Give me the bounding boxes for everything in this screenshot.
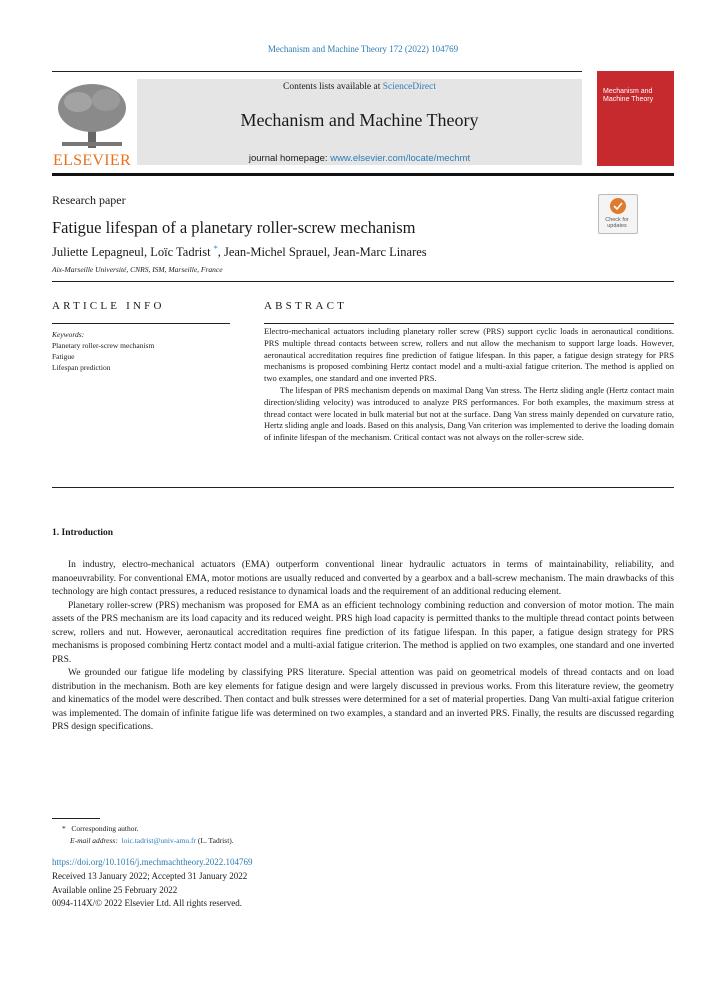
footnote-text: Corresponding author. (71, 824, 139, 833)
authors-first: Juliette Lepagneul, Loïc Tadrist (52, 245, 214, 260)
online-date: Available online 25 February 2022 (52, 885, 178, 895)
check-for-updates-label: Check for updates (605, 217, 629, 229)
section-heading-introduction: 1. Introduction (52, 528, 114, 538)
abstract-paragraph: Electro-mechanical actuators including planetary roller screw (PRS) support cyclic loads in aeronautical conditions. PRS multiple thread contacts between screw, rollers and nut allow the mechanism to support large loads. However, aeronautical accreditation requires fine prediction of fatigue lifespan. In this paper, a fatigue design strategy for PRS mechanisms is proposed combining Hertz contact model and a multi-axial fatigue criterion. The method is applied on two examples, one standard and one inverted PRS. (264, 326, 674, 384)
sciencedirect-link[interactable]: ScienceDirect (382, 82, 436, 92)
journal-title: Mechanism and Machine Theory (240, 110, 479, 130)
divider (52, 281, 674, 282)
author-list (52, 244, 427, 260)
keywords-heading: Keywords: (52, 330, 85, 339)
corresponding-author-mark[interactable]: * (213, 244, 218, 253)
homepage-line (137, 153, 582, 164)
abstract-body (264, 326, 674, 444)
journal-homepage-link[interactable]: www.elsevier.com/locate/mechmt (330, 153, 471, 164)
journal-cover-title: Mechanism and Machine Theory (603, 88, 654, 103)
abstract-heading: ABSTRACT (264, 300, 348, 312)
journal-reference[interactable]: Mechanism and Machine Theory 172 (2022) 104769 (267, 44, 459, 54)
copyright-line: 0094-114X/© 2022 Elsevier Ltd. All rights reserved. (52, 898, 242, 908)
paper-title: Fatigue lifespan of a planetary roller-screw mechanism (52, 218, 416, 237)
introduction-body (52, 559, 674, 735)
header-thick-divider (52, 173, 674, 176)
abstract-paragraph: The lifespan of PRS mechanism depends on maximal Dang Van stress. The Hertz sliding angle (Hertz contact main direction/sliding velocity) was introduced to analyze PRS performances. For both examples, the maximum stress at thread contact were located in bulk material but not at the surface. Dang Van stress mainly depended on curvature ratio, Hertz sliding angle and loads. Based on this analysis, Dang Van criterion was implemented to derive the loading domain of infinite lifespan of the mechanism. Critical contact was not always on the roller-screw side. (264, 384, 674, 443)
top-divider (52, 71, 582, 72)
keyword-item: Lifespan prediction (52, 363, 111, 372)
authors-rest: , Jean-Michel Sprauel, Jean-Marc Linares (217, 245, 427, 260)
keyword-item: Planetary roller-screw mechanism (52, 341, 155, 350)
check-updates-icon (599, 195, 637, 217)
keywords-block (52, 329, 154, 373)
body-paragraph: Planetary roller-screw (PRS) mechanism was proposed for EMA as an efficient technology combining reduction and conversion of motor motion. The main assets of the PRS mechanism are its load capacity and its reduced weight. PRS high load capacity is permitted thanks to the multiple thread contact points between screw, rollers and nut. However, aeronautical accreditation requires fine prediction of its fatigue lifespan. In this paper, a fatigue design strategy for PRS mechanisms is proposed combining Hertz contact model and a multi-axial fatigue criterion. The method is applied on two examples, one standard and one inverted PRS. (52, 600, 674, 665)
received-dates: Received 13 January 2022; Accepted 31 January 2022 (52, 871, 248, 881)
footnote-email (70, 836, 234, 845)
doi-link[interactable]: https://doi.org/10.1016/j.mechmachtheory.2022.104769 (52, 857, 253, 867)
affiliation: Aix-Marseille Université, CNRS, ISM, Marseille, France (52, 265, 223, 274)
body-paragraph: In industry, electro-mechanical actuators (EMA) outperform conventional linear hydraulic actuators in terms of maintainability, reliability, and manoeuvrability. For conventional EMA, motor motions are usually reduced and converted by a gearbox and a ball-screw mechanism. The main drawbacks of this technology are high contact pressures, a reduced resistance to dynamical loads and the requirement of an additional reducing element. (52, 560, 674, 597)
publisher-logo-text: ELSEVIER (53, 152, 131, 169)
email-link[interactable]: loic.tadrist@univ-amu.fr (121, 836, 196, 845)
article-info-heading: ARTICLE INFO (52, 300, 165, 312)
homepage-prefix: journal homepage: (248, 153, 331, 164)
divider (52, 323, 230, 324)
footnote-divider (52, 818, 100, 819)
email-owner: (L. Tadrist). (195, 836, 234, 845)
body-paragraph: We grounded our fatigue life modeling by classifying PRS literature. Special attention was paid on geometrical models of thread contacts and on load distribution in the mechanism. Both are key elements for fatigue design and were largely discussed in previous works. From this literature review, the geometry and kinematics of the model were described. Then contact and bulk stresses were determined for a set of material properties. Dang Van multi-axial fatigue criterion was implemented. The domain of infinite fatigue life was determined on two examples, a standard and an inverted PRS. Finally, the results are discussed regarding PRS design specifications. (52, 668, 674, 732)
divider (264, 323, 674, 324)
divider (52, 487, 674, 488)
footnote-mark: * (62, 824, 66, 833)
contents-line (137, 82, 582, 92)
contents-prefix: Contents lists available at (282, 82, 383, 92)
footnote-corresponding (62, 824, 138, 833)
journal-cover-thumbnail[interactable] (597, 71, 674, 166)
email-label: E-mail address: (70, 836, 118, 845)
keyword-item: Fatigue (52, 352, 75, 361)
paper-type: Research paper (52, 193, 126, 207)
